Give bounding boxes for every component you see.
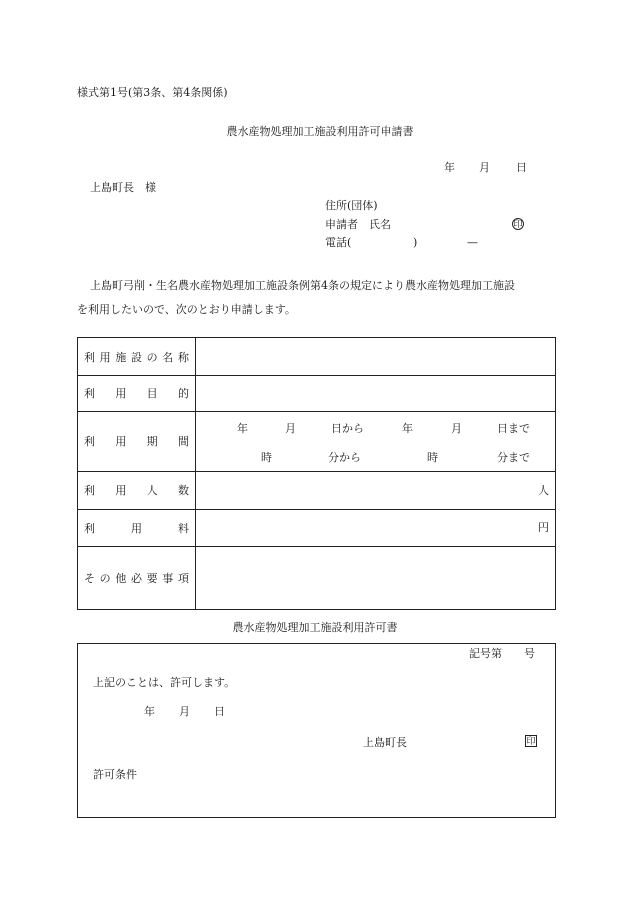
body-text-line2: を利用したいので、次のとおり申請します。 — [77, 303, 296, 316]
permit-statement: 上記のことは、許可します。 — [93, 676, 236, 689]
permit-mayor: 上島町長 — [363, 736, 407, 749]
period-end-year: 年 — [402, 422, 413, 435]
period-end-minute: 分まで — [497, 451, 530, 464]
label-purpose: 利 用 目 的 — [84, 387, 189, 400]
period-start-minute: 分から — [328, 451, 361, 464]
permit-box — [77, 643, 556, 818]
label-fee: 利 用 料 — [84, 521, 189, 535]
mayor-seal-icon: 印 — [526, 737, 536, 747]
permit-date-day: 日 — [214, 705, 225, 718]
addressee: 上島町長 様 — [90, 181, 156, 194]
phone-label: 電話( — [325, 236, 352, 249]
date-year: 年 — [444, 161, 455, 174]
other-matters-field[interactable] — [196, 547, 555, 609]
permit-title: 農水産物処理加工施設利用許可書 — [232, 621, 398, 634]
applicant-name-label: 申請者 氏名 — [325, 218, 391, 231]
purpose-field[interactable] — [196, 375, 555, 411]
period-start-year: 年 — [237, 422, 248, 435]
label-other-matters: そ の 他 必 要 事 項 — [84, 571, 189, 585]
period-end-day: 日まで — [497, 422, 530, 435]
people-unit: 人 — [538, 484, 549, 497]
application-table — [77, 337, 556, 610]
permit-conditions-label: 許可条件 — [93, 768, 137, 781]
fee-unit: 円 — [538, 521, 549, 534]
period-start-day: 日から — [331, 422, 364, 435]
permit-date-month: 月 — [179, 705, 190, 718]
phone-close: ) — [413, 236, 418, 249]
document-title: 農水産物処理加工施設利用許可申請書 — [226, 125, 414, 138]
permit-number-label: 記号第 号 — [469, 647, 535, 660]
period-end-hour: 時 — [427, 451, 438, 464]
body-text-line1: 上島町弓削・生名農水産物処理加工施設条例第4条の規定により農水産物処理加工施設 — [90, 279, 515, 292]
label-facility-name: 利 用 施 設 の 名 称 — [84, 350, 189, 364]
period-start-month: 月 — [285, 422, 296, 435]
period-start-hour: 時 — [261, 451, 272, 464]
label-period: 利 用 期 間 — [84, 435, 189, 448]
date-month: 月 — [479, 161, 490, 174]
date-day: 日 — [516, 161, 527, 174]
facility-name-field[interactable] — [196, 338, 555, 375]
address-label: 住所(団体) — [325, 199, 378, 212]
permit-date-year: 年 — [144, 705, 155, 718]
applicant-seal-icon: 印 — [513, 220, 523, 230]
period-end-month: 月 — [451, 422, 462, 435]
form-number: 様式第1号(第3条、第4条関係) — [77, 86, 228, 99]
phone-dash: — — [467, 236, 478, 249]
label-people-count: 利 用 人 数 — [84, 484, 189, 497]
